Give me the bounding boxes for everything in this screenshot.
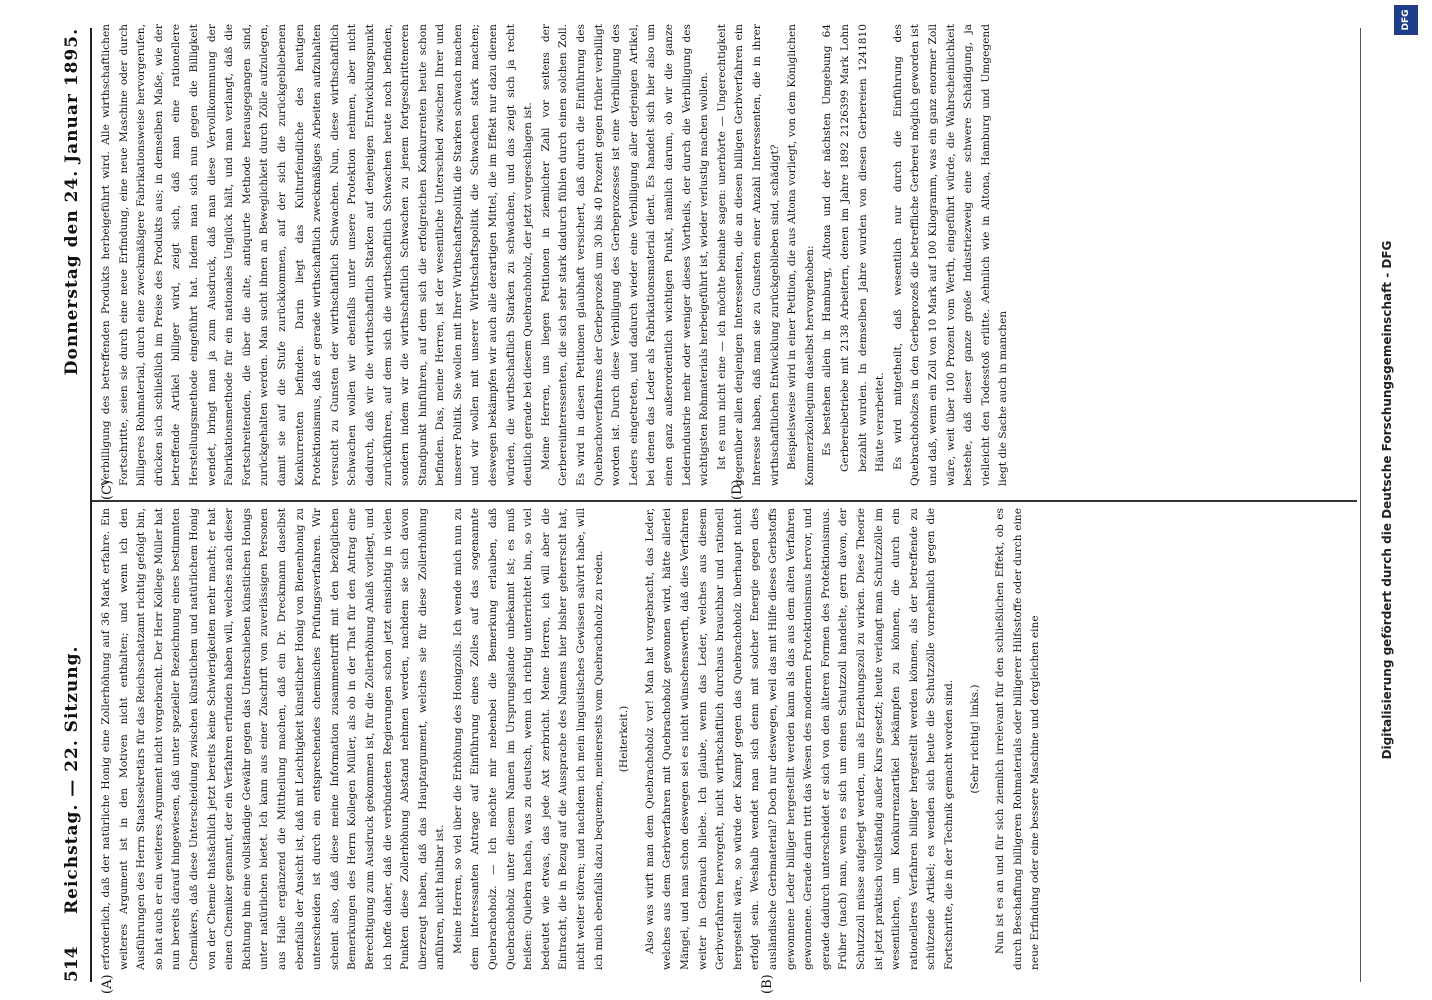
- paragraph: Beispielsweise wird in einer Petition, die aus Altona vorliegt, von dem Königlichen Kommerzkollegium daselbst hervorgehoben:: [786, 24, 816, 486]
- dfg-logo: DFG: [1394, 5, 1418, 35]
- paragraph: Also was wirft man dem Quebrachoholz vor! Man hat vorgebracht, das Leder, welches aus dem Gerbverfahren mit Quebrachoholz gewonnen wird, hätte allerlei Mängel, und man schon deswegen sei es nicht wünschenswerth, daß dies Verfahren weiter in Gebrauch bliebe. Ich glaube, wenn das Leder, welches aus diesem Gerbverfahren hervorgeht, nicht wirthschaftlich durchaus brauchbar und rationell hergestellt wäre, so würde der Kampf gegen das Quebrachoholz überhaupt nicht erfolgt sein. Weshalb wendet man sich denn mit solcher Energie gegen dies ausländische Gerbmaterial? Doch nur deswegen, weil das mit Hilfe dieses Gerbstoffs gewonnene Leder billiger hergestellt werden kann als das aus dem alten Verfahren gewonnene. Gerade darin tritt das Wesen des modernen Protektionismus hervor, und gerade dadurch unterscheidet er sich von den älteren Formen des Protektionismus. Früher (nach) man, wenn es sich um einen Schutzzoll handelte, gern davon, der Schutzzoll müsse aufgelegt werden, um als Erziehungszoll zu wirken. Diese Theorie ist jetzt praktisch vollständig außer Kurs gesetzt; heute verlangt man Schutzzölle im wesentlichen, um Konkurrenzartikel bekämpfen zu können, die durch ein rationelleres Verfahren billiger hergestellt werden können, als der betreffende zu schützende Artikel; es wenden sich heute die Schutzzölle vornehmlich gegen die Fortschritte, die in der Technik gemacht worden sind.: [643, 508, 955, 970]
- paragraph: Verbilligung des betreffenden Produkts herbeigeführt wird. Alle wirthschaftlichen Fortschritte, seien sie durch eine neue Erfindung, eine neue Maschine oder durch billigeres Rohmaterial, durch eine zweckmäßigere Fabrikationsweise hervorgerufen, drücken sich schließlich im Preise des Produkts aus; in demselben Maße, wie der betreffende Artikel billiger wird, zeigt sich, daß man eine rationellere Herstellungsmethode eingeführt hat. Indem man sich nun gegen die Billigkeit wendet, bringt man ja zum Ausdruck, daß man diese Vervollkommnung der Fabrikationsmethode für ein nationales Unglück hält, und man verlangt, daß die Fortschreitenden, die über die alte, antiquirte Methode herausgegangen sind, zurückgehalten werden. Man sucht ihnen an Beweglichkeit durch Zölle aufzulegen, damit sie auf die Stufe zurückkommen, auf der sich die zurückgebliebenen Konkurrenten befinden. Darin liegt das Kulturfeindliche des heutigen Protektionismus, daß er gerade wirthschaftlich zweckmäßiges Arbeiten aufzuhalten versucht zu Gunsten der wirthschaftlich Schwachen. Nun, diese wirthschaftlich Schwachen wollen wir ebenfalls unter unsere Protektion nehmen, aber nicht dadurch, daß wir die wirthschaftlich Starken auf denjenigen Entwicklungspunkt zurückführen, auf dem sich die wirthschaftlich Schwachen heute noch befinden, sondern indem wir die wirthschaftlich Schwachen zu jenem fortgeschritteneren Standpunkt hinführen, auf dem sich die erfolgreichen Konkurrenten heute schon befinden. Das, meine Herren, ist der wesentliche Unterschied zwischen Ihrer und unserer Politik. Sie wollen mit Ihrer Wirthschaftspolitik die Starken schwach machen und wir wollen mit unserer Wirthschaftspolitik die Schwachen stark machen; deswegen bekämpfen wir auch alle derartigen Mittel, die im Effekt nur dazu dienen würden, die wirthschaftlich Starken zu schwächen, und das zeigt sich ja recht deutlich gerade bei diesem Quebrachoholz, der jetzt vorgeschlagen ist.: [100, 24, 535, 486]
- header-rule: [90, 28, 92, 982]
- column-divider: [92, 501, 1357, 503]
- quoted-paragraph: Es bestehen allein in Hamburg, Altona und der nächsten Umgebung 64 Gerbereibetriebe mit 2138 Arbeitern, denen im Jahre 1892 2126399 Mark Lohn bezahlt wurden. In demselben Jahre wurden von diesen Gerbereien 1241810 Häute verarbeitet.: [821, 24, 887, 472]
- footer-rule: [1360, 28, 1361, 982]
- margin-marker-a: (A): [100, 974, 115, 994]
- paragraph: Nun ist es an und für sich ziemlich irrelevant für den schließlichen Effekt, ob es durch Beschaffung billigeren Rohmaterials oder billigerer Hilfsstoffe oder durch eine neue Erfindung oder eine bessere Maschine und dergleichen eine: [994, 508, 1042, 970]
- header-date: Donnerstag den 24. Januar 1895.: [62, 28, 82, 376]
- paragraph: erforderlich, daß der natürliche Honig eine Zollerhöhung auf 36 Mark erfahre. Ein weiteres Argument ist in den Motiven nicht enthalten; und wenn ich den Ausführungen des Herrn Staatssekretärs für das Reichsschatzamt richtig gefolgt bin, so hat auch er ein weiteres Argument nicht vorgebracht. Der Herr Kollege Müller hat nun bereits darauf hingewiesen, daß unter spezieller Bezeichnung eines bestimmten Chemikers, daß diese Unterscheidung zwischen künstlichem und natürlichem Honig von der Chemie thatsächlich jetzt bereits keine Schwierigkeiten mehr macht; er hat einen Chemiker genannt, der ein Verfahren erfunden haben will, welches nach dieser Richtung hin eine vollständige Gewähr gegen das Unterschieben künstlichen Honigs unter natürlichen bietet. Ich kann aus einer Zuschrift von zuverlässigen Personen aus Halle ergänzend die Mittheilung machen, daß ein Dr. Dreckmann daselbst ebenfalls der Ansicht ist, daß mit Leichtigkeit künstlicher Honig von Bienenhonig zu unterscheiden ist durch ein entsprechendes chemisches Prüfungsverfahren. Wir scheint also, daß diese meine Information zusammentrifft mit den bezüglichen Bemerkungen des Herrn Kollegen Müller, als ob in der That für den Antrag eine Berechtigung zum Ausdruck gekommen ist, für die Zollerhöhung Anlaß vorliegt, und ich hoffe daher, daß die verbündeten Regierungen schon jetzt einsichtig in vielen Punkten diese Zollerhöhung Abstand nehmen werden, nachdem sie sich davon überzeugt haben, daß das Hauptargument, welches sie für diese Zollerhöhung anführen, nicht haltbar ist.: [100, 508, 447, 970]
- margin-marker-b: (B): [760, 974, 775, 994]
- left-column: [98, 508, 1353, 970]
- header-session: Reichstag. — 22. Sitzung.: [62, 645, 82, 914]
- margin-marker-d: (D): [730, 479, 745, 500]
- interjection: (Heiterkeit.): [618, 705, 631, 773]
- interjection: (Sehr richtig! links.): [968, 684, 981, 794]
- right-column: [98, 24, 1353, 486]
- paragraph: Es wird mitgetheilt, daß wesentlich nur durch die Einführung des Quebrachoholzes in den Gerbeprozeß die betreffliche Gerberei möglich geworden ist und daß, wenn ein Zoll von 10 Mark auf 100 Kilogramm, was ein ganz enormer Zoll wäre, weit über 100 Prozent vom Werth, eingeführt würde, die Wahrscheinlichkeit bestehe, daß dieser ganze große Industriezweig eine schwere Schädigung, ja vielleicht den Todesstoß erlitte. Aehnlich wie in Altona, Hamburg und Umgegend liegt die Sache auch in manchen: [891, 24, 1010, 486]
- page-header: [62, 28, 90, 982]
- paragraph: Ist es nun nicht eine — ich möchte beinahe sagen: unerhörte — Ungerechtigkeit gegenüber allen denjenigen Interessenten, die an diesen billigen Gerbverfahren ein Interesse haben, daß man sie zu Gunsten einer Anzahl Interessenten, die in ihrer wirthschaftlichen Entwicklung zurückgeblieben sind, schädigt?: [715, 24, 781, 486]
- margin-marker-c: (C): [100, 479, 115, 500]
- page-number: 514: [62, 946, 82, 982]
- paragraph: Meine Herren, uns liegen Petitionen in ziemlicher Zahl vor seitens der Gerbereiinteressenten, die sich sehr stark dadurch fühlen durch einen solchen Zoll. Es wird in diesen Petitionen glaubhaft versichert, daß durch die Einführung des Quebrachoverfahrens der Gerbeprozeß um 30 bis 40 Prozent gegen früher verbilligt worden ist. Durch diese Verbilligung des Gerbeprozesses ist eine Verbilligung des Leders eingetreten, und dadurch wieder eine Verbilligung aller derjenigen Artikel, bei denen das Leder als Fabrikationsmaterial dient. Es handelt sich hier also um einen ganz außerordentlich wichtigen Punkt, nämlich darum, ob wir die ganze Lederindustrie mehr oder weniger dieses Vortheils, der durch die Verbilligung des wichtigsten Rohmaterials herbeigeführt ist, wieder verlustig machen wollen.: [539, 24, 711, 486]
- paragraph: Meine Herren, so viel über die Erhöhung des Honigzolls. Ich wende mich nun zu dem interessanten Antrage auf Einführung eines Zolles auf das sogenannte Quebrachoholz. — Ich möchte mir nebenbei die Bemerkung erlauben, daß Quebrachoholz unter diesem Namen im Ursprungslande unbekannt ist; es muß heißen: Quiebra hacha, was zu deutsch, wenn ich richtig unterrichtet bin, so viel bedeutet wie etwas, das jede Axt zerbricht. Meine Herren, ich will aber die Eintracht, die in Bezug auf die Aussprache des Namens hier bisher geherrscht hat, nicht weiter stören; und nachdem ich mein linguistisches Gewissen salvirt habe, will ich mich ebenfalls dazu bequemen, meinerseits vom Quebrachoholz zu reden.: [451, 508, 605, 970]
- digitization-credit: Digitalisierung gefördert durch die Deutsche Forschungsgemeinschaft - DFG: [1380, 240, 1394, 760]
